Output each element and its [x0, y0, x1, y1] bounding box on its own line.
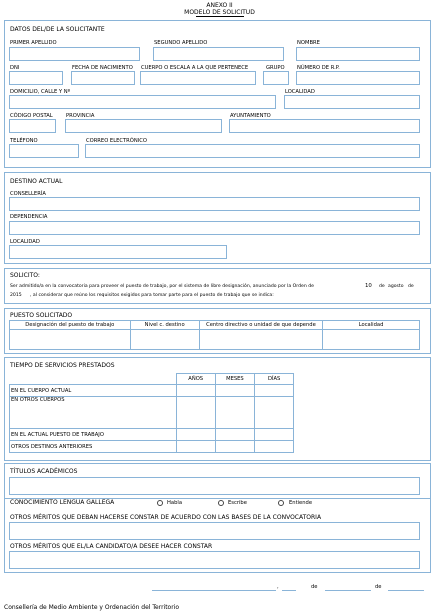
- fecha-nacimiento-label: FECHA DE NACIMIENTO: [72, 65, 133, 71]
- tiempo-cell[interactable]: [176, 385, 215, 397]
- tiempo-row-label: EN EL CUERPO ACTUAL: [10, 385, 177, 397]
- primer-apellido-field[interactable]: [9, 47, 140, 61]
- puesto-section-title: PUESTO SOLICITADO: [10, 312, 73, 319]
- tiempo-cell[interactable]: [176, 397, 215, 429]
- otros-meritos-candidato-field[interactable]: [9, 551, 420, 569]
- solicito-de-2: de: [408, 284, 414, 289]
- tiempo-row-label: EN OTROS CUERPOS: [10, 397, 177, 429]
- tiempo-row-label: OTROS DESTINOS ANTERIORES: [10, 441, 177, 453]
- otros-meritos-field[interactable]: [9, 522, 420, 540]
- localidad-field[interactable]: [284, 95, 420, 109]
- destino-localidad-label: LOCALIDAD: [10, 239, 40, 245]
- tiempo-cell[interactable]: [255, 385, 294, 397]
- conselleria-field[interactable]: [9, 197, 420, 211]
- dni-label: DNI: [10, 65, 20, 71]
- tiempo-cell[interactable]: [215, 397, 255, 429]
- solicito-line2: , al considerar que reúno los requisitos exigidos para tomar parte para el puesto de trabajo que se indica:: [30, 293, 274, 298]
- codigo-postal-field[interactable]: [9, 119, 56, 133]
- habla-label: Habla: [167, 500, 182, 506]
- footer-text: Consellería de Medio Ambiente y Ordenación del Territorio: [4, 604, 180, 611]
- puesto-cell-centro[interactable]: [199, 330, 322, 350]
- tiempo-col-meses: MESES: [215, 374, 255, 385]
- tiempo-cell[interactable]: [255, 441, 294, 453]
- fecha-nacimiento-field[interactable]: [71, 71, 135, 85]
- telefono-label: TELÉFONO: [10, 138, 38, 144]
- titulos-section-title: TÍTULOS ACADÉMICOS: [10, 468, 78, 475]
- solicito-de-1: de: [379, 284, 385, 289]
- ayuntamiento-label: AYUNTAMIENTO: [230, 113, 271, 119]
- solicito-line1: [10, 284, 314, 290]
- dependencia-label: DEPENDENCIA: [10, 214, 48, 220]
- cuerpo-field[interactable]: [140, 71, 256, 85]
- correo-label: CORREO ELECTRÓNICO: [86, 138, 147, 144]
- solicito-day[interactable]: 10: [365, 283, 372, 289]
- annex-label: ANEXO II: [206, 2, 233, 9]
- grupo-label: GRUPO: [266, 65, 285, 71]
- tiempo-col-anos: AÑOS: [176, 374, 215, 385]
- signature-de-2: de: [375, 584, 382, 590]
- numero-rp-label: NÚMERO DE R.P.: [297, 65, 340, 71]
- entiende-label: Entiende: [289, 500, 313, 506]
- tiempo-cell[interactable]: [255, 429, 294, 441]
- puesto-col-localidad: Localidad: [323, 321, 420, 330]
- solicito-title: SOLICITO:: [10, 272, 40, 279]
- grupo-field[interactable]: [263, 71, 289, 85]
- tiempo-cell[interactable]: [215, 429, 255, 441]
- destino-localidad-field[interactable]: [9, 245, 227, 259]
- puesto-cell-nivel[interactable]: [130, 330, 199, 350]
- puesto-col-designacion: Designación del puesto de trabajo: [10, 321, 131, 330]
- codigo-postal-label: CÓDIGO POSTAL: [10, 113, 53, 119]
- cuerpo-label: CUERPO O ESCALA A LA QUE PERTENECE: [141, 65, 249, 71]
- primer-apellido-label: PRIMER APELLIDO: [10, 40, 57, 46]
- tiempo-cell[interactable]: [176, 441, 215, 453]
- conselleria-label: CONSELLERÍA: [10, 191, 46, 197]
- tiempo-section-title: TIEMPO DE SERVICIOS PRESTADOS: [10, 362, 115, 369]
- signature-comma: ,: [277, 584, 279, 590]
- tiempo-table: [9, 373, 294, 453]
- nombre-field[interactable]: [296, 47, 420, 61]
- escribe-radio[interactable]: [218, 500, 224, 506]
- tiempo-cell[interactable]: [215, 385, 255, 397]
- puesto-col-centro: Centro directivo o unidad de que depende: [199, 321, 322, 330]
- otros-meritos-candidato-label: OTROS MÉRITOS QUE EL/LA CANDIDATO/A DESEE HACER CONSTAR: [10, 543, 213, 550]
- dni-field[interactable]: [9, 71, 63, 85]
- place-line[interactable]: [152, 590, 276, 591]
- puesto-cell-localidad[interactable]: [323, 330, 420, 350]
- localidad-label: LOCALIDAD: [285, 89, 315, 95]
- dependencia-field[interactable]: [9, 221, 420, 235]
- provincia-field[interactable]: [65, 119, 222, 133]
- puesto-cell-designacion[interactable]: [10, 330, 131, 350]
- year-line[interactable]: [388, 590, 424, 591]
- segundo-apellido-field[interactable]: [153, 47, 284, 61]
- tiempo-cell[interactable]: [215, 441, 255, 453]
- month-line[interactable]: [325, 590, 371, 591]
- puesto-table: [9, 320, 420, 350]
- tiempo-cell[interactable]: [176, 429, 215, 441]
- nombre-label: NOMBRE: [297, 40, 320, 46]
- tiempo-col-dias: DÍAS: [255, 374, 294, 385]
- title-underline: [196, 16, 244, 17]
- solicito-month[interactable]: agosto: [388, 284, 404, 289]
- escribe-label: Escribe: [228, 500, 247, 506]
- applicant-section-title: DATOS DEL/DE LA SOLICITANTE: [10, 26, 105, 33]
- solicito-text-a: Ser admitido/a en la convocatoria para proveer el puesto de trabajo, por el sistema de libre designación, anunciado por la Orden de: [10, 284, 314, 289]
- signature-de-1: de: [311, 584, 318, 590]
- day-line[interactable]: [282, 590, 296, 591]
- provincia-label: PROVINCIA: [66, 113, 95, 119]
- domicilio-label: DOMICILIO, CALLE Y Nº: [10, 89, 71, 95]
- solicito-year[interactable]: 2015: [10, 293, 22, 298]
- form-title: MODELO DE SOLICITUD: [184, 9, 255, 16]
- domicilio-field[interactable]: [9, 95, 276, 109]
- tiempo-row-label: EN EL ACTUAL PUESTO DE TRABAJO: [10, 429, 177, 441]
- puesto-col-nivel: Nivel c. destino: [130, 321, 199, 330]
- habla-radio[interactable]: [157, 500, 163, 506]
- lengua-label: CONOCIMIENTO LENGUA GALLEGA: [10, 499, 115, 506]
- ayuntamiento-field[interactable]: [229, 119, 420, 133]
- segundo-apellido-label: SEGUNDO APELLIDO: [154, 40, 208, 46]
- correo-field[interactable]: [85, 144, 420, 158]
- entiende-radio[interactable]: [278, 500, 284, 506]
- otros-meritos-label: OTROS MÉRITOS QUE DEBAN HACERSE CONSTAR DE ACUERDO CON LAS BASES DE LA CONVOCATORIA: [10, 514, 322, 521]
- tiempo-cell[interactable]: [255, 397, 294, 429]
- numero-rp-field[interactable]: [296, 71, 420, 85]
- destino-section-title: DESTINO ACTUAL: [10, 178, 63, 185]
- telefono-field[interactable]: [9, 144, 79, 158]
